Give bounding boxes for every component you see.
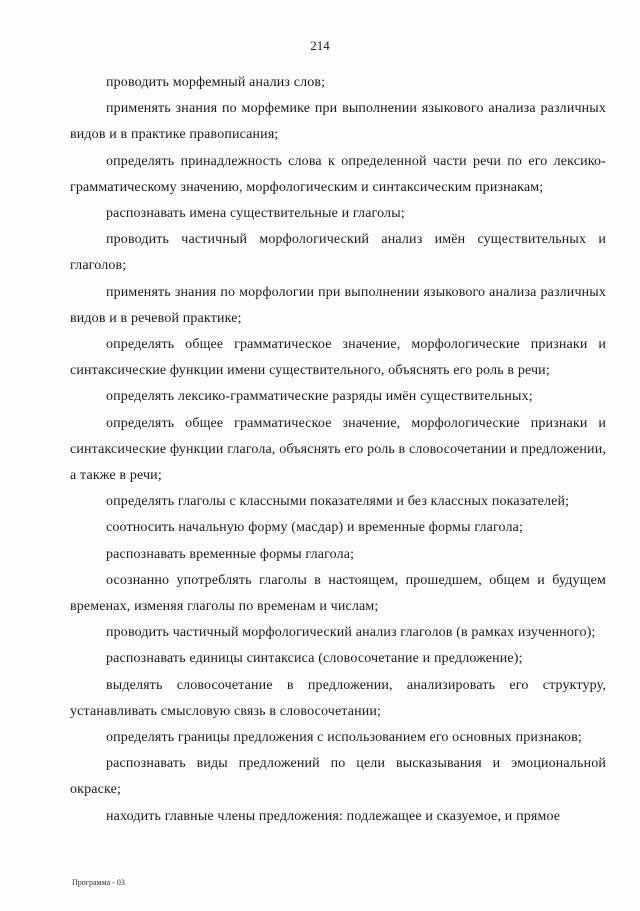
footer-label: Программа - 03 [72, 878, 125, 887]
paragraph: распознавать временные формы глагола; [106, 546, 355, 562]
paragraph: распознавать виды предложений по цели высказывания и эмоциональной окраске; [70, 756, 606, 798]
paragraph: осознанно употреблять глаголы в настоящем, прошедшем, общем и будущем временах, изменяя глаголы по временам и числам; [70, 572, 606, 615]
paragraph: распознавать имена существительные и глаголы; [106, 206, 405, 222]
paragraph: проводить частичный морфологический анализ глаголов (в рамках изученного); [106, 625, 596, 641]
paragraph: определять границы предложения с использованием его основных признаков; [106, 730, 582, 746]
paragraph: проводить морфемный анализ слов; [106, 75, 326, 90]
paragraph: применять знания по морфемике при выполнении языкового анализа различных видов и в практике правописания; [70, 101, 606, 143]
page-number: 214 [310, 38, 330, 53]
paragraph: находить главные члены предложения: подлежащее и сказуемое, и прямое [106, 808, 561, 824]
body-text [70, 70, 606, 830]
paragraph: определять глаголы с классными показателями и без классных показателей; [106, 494, 570, 510]
paragraph: определять принадлежность слова к определенной части речи по его лексико-грамматическому значению, морфологическим и синтаксическим признакам; [70, 153, 606, 195]
paragraph: соотносить начальную форму (масдар) и временные формы глагола; [106, 520, 524, 536]
paragraph: проводить частичный морфологический анализ имён существительных и глаголов; [70, 232, 606, 274]
paragraph: определять общее грамматическое значение, морфологические признаки и синтаксические функции глагола, объяснять его роль в словосочетании и предложении, а также в речи; [70, 415, 606, 484]
paragraph: определять лексико-грамматические разряды имён существительных; [106, 389, 533, 405]
paragraph: выделять словосочетание в предложении, анализировать его структуру, устанавливать смысловую связь в словосочетании; [70, 677, 606, 719]
paragraph: определять общее грамматическое значение, морфологические признаки и синтаксические функции имени существительного, объяснять его роль в речи; [70, 337, 606, 379]
paragraph: применять знания по морфологии при выполнении языкового анализа различных видов и в речевой практике; [70, 284, 606, 326]
paragraph: распознавать единицы синтаксиса (словосочетание и предложение); [106, 651, 523, 667]
